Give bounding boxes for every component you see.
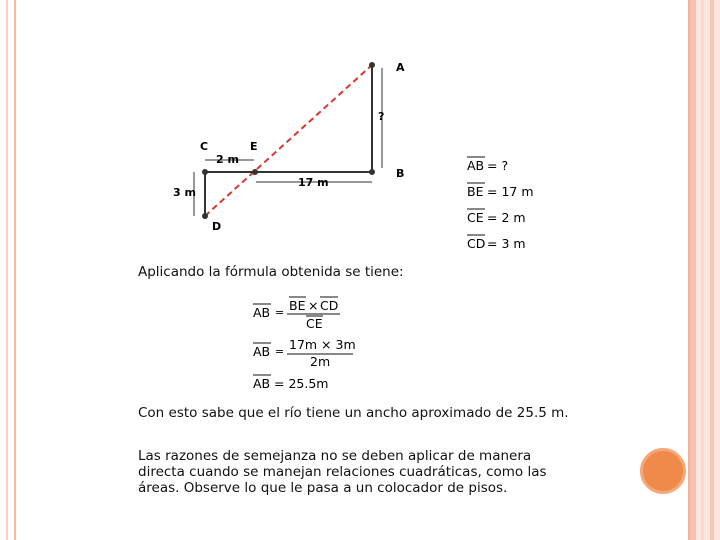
label-e: E <box>250 140 258 153</box>
intro-text: Aplicando la fórmula obtenida se tiene: <box>138 264 404 280</box>
formula-num2: 17m × 3m <box>289 337 356 352</box>
label-b: B <box>396 167 405 180</box>
paragraph-note: Las razones de semejanza no se deben aplicar de manera directa cuando se manejan relaciones cuadráticas, como las áreas. Observe lo que le pasa a un colocador de pisos. <box>138 448 547 496</box>
givens-list <box>467 157 534 251</box>
label-a: A <box>396 61 405 74</box>
label-d: D <box>212 220 222 233</box>
label-dim-cd: 3 m <box>173 186 196 199</box>
formula-num-b: CD <box>320 298 339 313</box>
label-dim-eb: 17 m <box>298 176 329 189</box>
label-unknown: ? <box>378 110 385 123</box>
given-seg: CD <box>467 236 486 251</box>
formula-lhs: AB <box>253 344 271 359</box>
given-value: = ? <box>487 158 509 173</box>
point-e <box>252 169 258 175</box>
formula-lhs: AB <box>253 305 271 320</box>
point-d <box>202 213 208 219</box>
point-b <box>369 169 375 175</box>
given-seg: CE <box>467 210 484 225</box>
formula-times: × <box>308 298 319 313</box>
given-seg: AB <box>467 158 485 173</box>
formula-eq: = <box>275 306 285 319</box>
formula-lhs: AB <box>253 376 271 391</box>
point-a <box>369 62 375 68</box>
label-c: C <box>200 140 209 153</box>
dashed-line-da <box>205 65 372 216</box>
given-value: = 2 m <box>487 210 526 225</box>
label-dim-ce: 2 m <box>216 153 239 166</box>
given-value: = 17 m <box>487 184 534 199</box>
formula-num-a: BE <box>289 298 306 313</box>
formula-block <box>253 297 356 391</box>
point-c <box>202 169 208 175</box>
formula-eq: = <box>275 345 285 358</box>
formula-den: CE <box>306 316 323 331</box>
formula-result: = 25.5m <box>274 376 329 391</box>
paragraph-conclusion: Con esto sabe que el río tiene un ancho aproximado de 25.5 m. <box>138 405 569 421</box>
formula-den2: 2m <box>310 354 331 369</box>
given-seg: BE <box>467 184 484 199</box>
given-value: = 3 m <box>487 236 526 251</box>
